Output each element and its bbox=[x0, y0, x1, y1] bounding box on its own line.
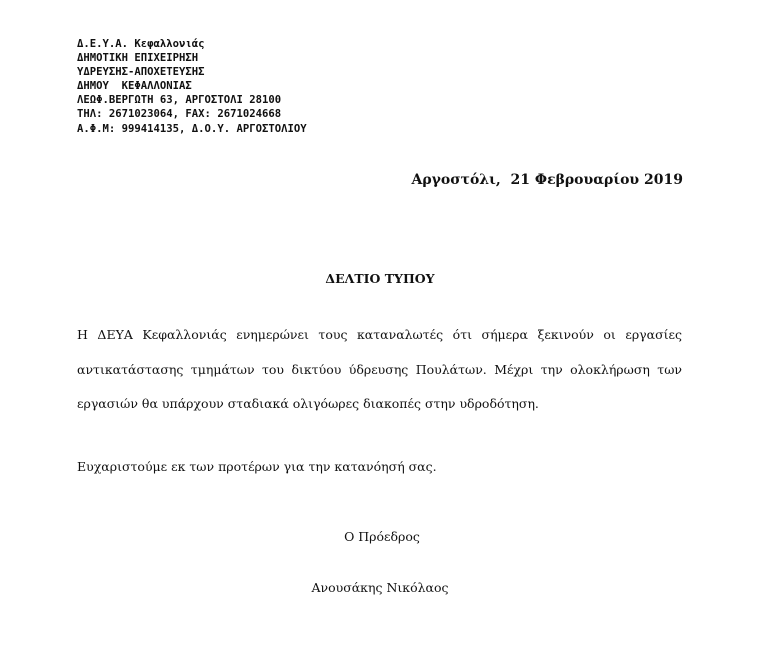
document-date: Αργοστόλι, 21 Φεβρουαρίου 2019 bbox=[411, 172, 683, 188]
sender-line-type: ΔΗΜΟΤΙΚΗ ΕΠΙΧΕΙΡΗΣΗ bbox=[77, 52, 199, 65]
signature-role-text: Ο Πρόεδρος bbox=[344, 529, 420, 544]
signature-role bbox=[0, 528, 766, 546]
signature-name-text: Ανουσάκης Νικόλαος bbox=[311, 580, 449, 595]
document-title-text: ΔΕΛΤΙΟ ΤΥΠΟΥ bbox=[325, 271, 435, 286]
sender-line-address: ΛΕΩΦ.ΒΕΡΓΩΤΗ 63, ΑΡΓΟΣΤΟΛΙ 28100 bbox=[77, 94, 282, 107]
signature-name bbox=[0, 579, 766, 597]
document-title bbox=[0, 271, 766, 287]
sender-line-organization: Δ.Ε.Υ.Α. Κεφαλλονιάς bbox=[77, 38, 205, 50]
sender-line-municipality: ΔΗΜΟΥ ΚΕΦΑΛΛΟΝΙΑΣ bbox=[77, 80, 192, 93]
body-paragraph: Η ΔΕΥΑ Κεφαλλονιάς ενημερώνει τους καταναλωτές ότι σήμερα ξεκινούν οι εργασίες αντικατάστασης τμημάτων του δικτύου ύδρευσης Πουλάτων. Μέχρι την ολοκλήρωση των εργασιών θα υπάρχουν σταδιακά ολιγόωρες διακοπές στην υδροδότηση. bbox=[77, 327, 682, 411]
sender-line-tax-id: Α.Φ.Μ: 999414135, Δ.Ο.Υ. ΑΡΓΟΣΤΟΛΙΟΥ bbox=[77, 122, 307, 135]
sender-line-phone-fax: ΤΗΛ: 2671023064, FAX: 2671024668 bbox=[77, 108, 282, 121]
sender-line-service: ΥΔΡΕΥΣΗΣ-ΑΠΟΧΕΤΕΥΣΗΣ bbox=[77, 66, 205, 79]
thanks-paragraph: Ευχαριστούμε εκ των προτέρων για την κατανόησή σας. bbox=[77, 459, 437, 474]
sender-block bbox=[77, 37, 307, 136]
